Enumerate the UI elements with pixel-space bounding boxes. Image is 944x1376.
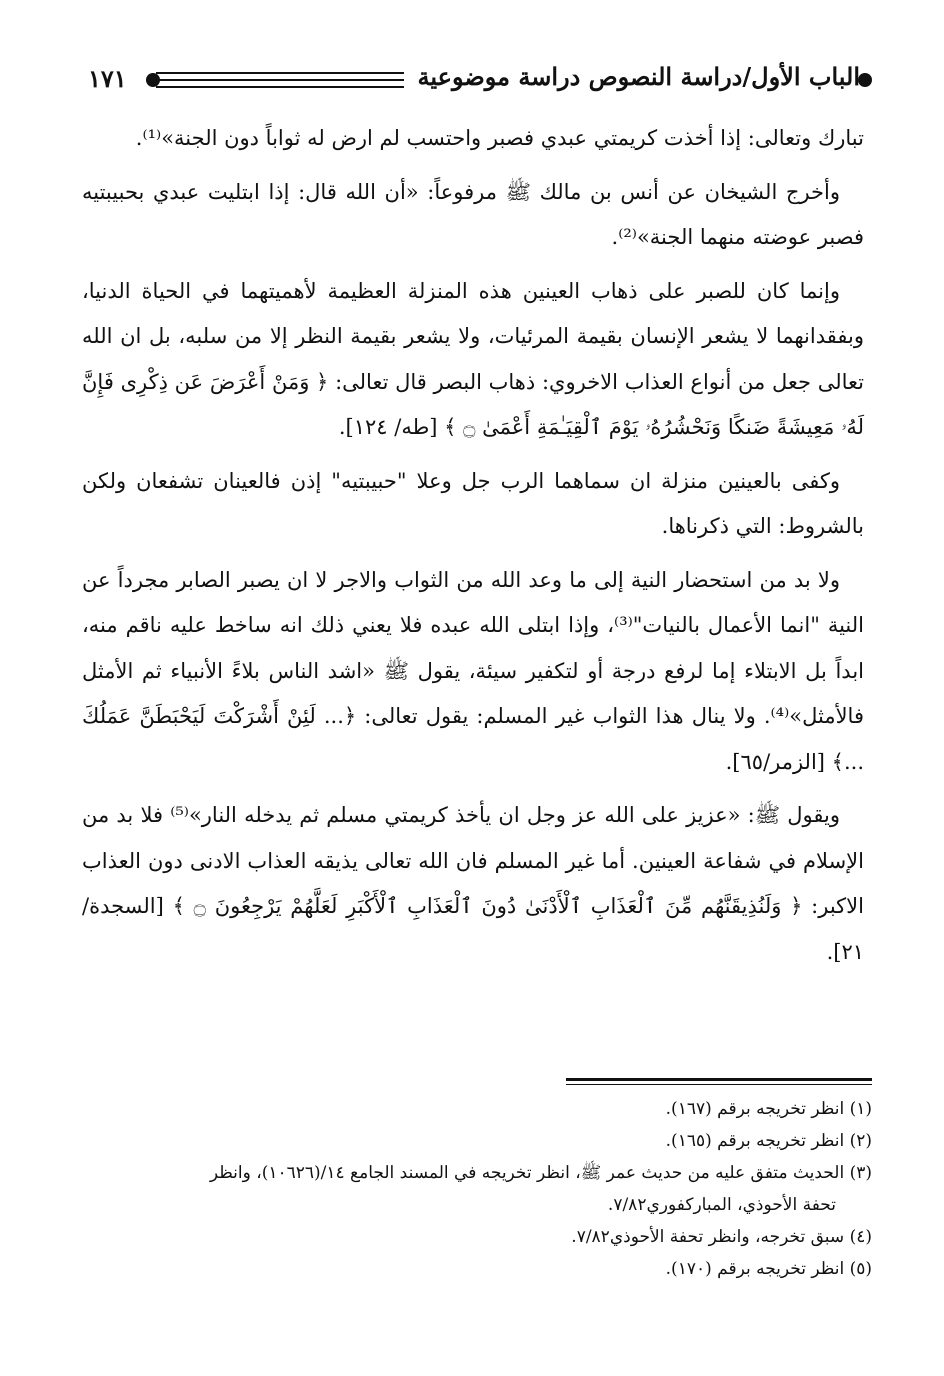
footnote-2: (٢) انظر تخريجه برقم (١٦٥). (665, 1131, 872, 1151)
header-rule-left-mid (156, 79, 404, 81)
paragraph-2: وأخرج الشيخان عن أنس بن مالك ﷺ مرفوعاً: «أن الله قال: إذا ابتليت عبدي بحبيبتيه فصبر عوضته منهما الجنة»⁽²⁾. (82, 179, 864, 249)
chapter-title: الباب الأول/دراسة النصوص دراسة موضوعية (417, 62, 860, 91)
paragraph-1: تبارك وتعالى: إذا أخذت كريمتي عبدي فصبر واحتسب لم ارض له ثواباً دون الجنة»⁽¹⁾. (135, 126, 864, 150)
main-text (82, 116, 864, 983)
footnote-4: (٤) سبق تخرجه، وانظر تحفة الأحوذي٧/٨٢. (571, 1227, 872, 1247)
footnote-3-continuation: تحفة الأحوذي، المباركفوري٧/٨٢. (607, 1195, 836, 1215)
paragraph-3: وإنما كان للصبر على ذهاب العينين هذه المنزلة العظيمة لأهميتهما في الحياة الدنيا، وبفقدانهما لا يشعر الإنسان بقيمة المرئيات، ولا يشعر بقيمة النظر إلا من سلبه، بل ان الله تعالى جعل من أنواع العذاب الاخروي: ذهاب البصر قال تعالى: ﴿ وَمَنْ أَعْرَضَ عَن ذِكْرِى فَإِنَّ لَهُۥ مَعِيشَةً ضَنكًا وَنَحْشُرُهُۥ يَوْمَ ٱلْقِيَـٰمَةِ أَعْمَىٰ ۝ ﴾ [طه/ ١٢٤]. (82, 278, 864, 439)
header-ornament-right (858, 73, 872, 87)
footnote-3: (٣) الحديث متفق عليه من حديث عمر ﷺ، انظر تخريجه في المسند الجامع ١٤/(١٠٦٢٦)، وانظر (209, 1163, 872, 1183)
page-number: ١٧١ (88, 64, 127, 93)
running-header (88, 60, 874, 106)
footnotes (82, 1093, 872, 1285)
paragraph-4: وكفى بالعينين منزلة ان سماهما الرب جل وعلا "حبيبتيه" إذن فالعينان تشفعان ولكن بالشروط: التي ذكرناها. (82, 468, 864, 538)
footnote-separator (566, 1078, 872, 1081)
paragraph-5: ولا بد من استحضار النية إلى ما وعد الله من الثواب والاجر لا ان يصبر الصابر مجرداً عن النية "انما الأعمال بالنيات"⁽³⁾، وإذا ابتلى الله عبده فلا يعني ذلك انه ساخط عليه ناقم منه، ابداً بل الابتلاء إما لرفع درجة أو لتكفير سيئة، يقول ﷺ «اشد الناس بلاءً الأنبياء ثم الأمثل فالأمثل»⁽⁴⁾. ولا ينال هذا الثواب غير المسلم: يقول تعالى: ﴿... لَئِنْ أَشْرَكْتَ لَيَحْبَطَنَّ عَمَلُكَ ...﴾ [الزمر/٦٥]. (82, 567, 864, 774)
footnote-1: (١) انظر تخريجه برقم (١٦٧). (665, 1099, 872, 1119)
footnote-separator-thin (566, 1084, 872, 1085)
footnote-5: (٥) انظر تخريجه برقم (١٧٠). (665, 1259, 872, 1279)
header-rule-left-bottom (156, 86, 404, 88)
header-rule-left-top (156, 72, 404, 74)
paragraph-6: ويقول ﷺ: «عزيز على الله عز وجل ان يأخذ كريمتي مسلم ثم يدخله النار»⁽⁵⁾ فلا بد من الإسلام في شفاعة العينين. أما غير المسلم فان الله تعالى يذيقه العذاب الادنى دون العذاب الاكبر: ﴿ وَلَنُذِيقَنَّهُم مِّنَ ٱلْعَذَابِ ٱلْأَدْنَىٰ دُونَ ٱلْعَذَابِ ٱلْأَكْبَرِ لَعَلَّهُمْ يَرْجِعُونَ ۝ ﴾ [السجدة/ ٢١]. (82, 803, 864, 964)
